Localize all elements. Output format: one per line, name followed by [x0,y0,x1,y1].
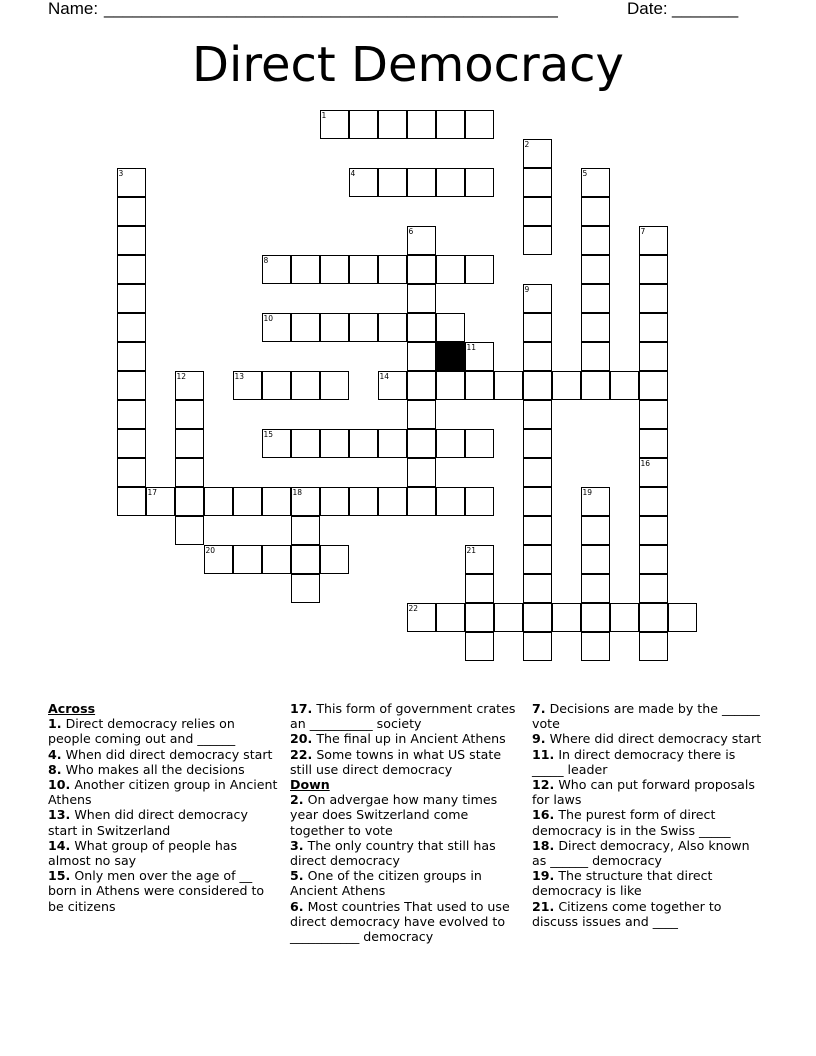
clues-column-2 [290,701,525,944]
grid-cell[interactable] [175,371,204,400]
grid-cell[interactable] [523,197,552,226]
grid-cell[interactable] [523,516,552,545]
grid-cell[interactable] [581,284,610,313]
grid-cell[interactable] [581,632,610,661]
clue-number: 3 [118,168,124,178]
grid-cell[interactable] [581,313,610,342]
clue-item: 17. This form of government crates an __________ society [290,701,516,732]
clue-number: 7 [640,226,646,236]
grid-cell[interactable] [349,110,378,139]
grid-cell[interactable] [378,487,407,516]
grid-cell[interactable] [349,313,378,342]
clue-section-heading: Down [290,777,330,793]
grid-cell[interactable] [639,458,668,487]
grid-cell[interactable] [639,487,668,516]
grid-cell[interactable] [117,400,146,429]
grid-cell[interactable] [407,371,436,400]
clue-item: 3. The only country that still has direct democracy [290,837,496,869]
grid-cell[interactable] [436,371,465,400]
grid-cell[interactable] [523,400,552,429]
grid-cell[interactable] [320,371,349,400]
grid-cell[interactable] [378,168,407,197]
clue-item: 21. Citizens come together to discuss issues and ____ [532,898,722,929]
clue-number: 16 [640,458,651,468]
clue-item: 4. When did direct democracy start [48,746,273,762]
grid-cell[interactable] [581,371,610,400]
grid-cell[interactable] [175,487,204,516]
clue-number: 19 [582,487,593,497]
clue-number-label: 2. [290,792,304,808]
clue-item: 20. The final up in Ancient Athens [290,731,506,747]
clue-item: 7. Decisions are made by the ______ vote [532,701,760,732]
grid-cell[interactable] [610,603,639,632]
grid-cell[interactable] [639,574,668,603]
grid-cell[interactable] [291,574,320,603]
grid-cell[interactable] [407,168,436,197]
grid-cell[interactable] [523,342,552,371]
name-label: Name: [48,0,103,18]
clue-item: 13. When did direct democracy start in Switzerland [48,807,248,838]
grid-cell[interactable] [175,429,204,458]
grid-cell[interactable] [523,632,552,661]
clue-number: 4 [350,168,356,178]
grid-cell[interactable] [465,632,494,661]
grid-cell[interactable] [552,371,581,400]
grid-cell[interactable] [291,313,320,342]
name-field[interactable]: ________________________________________________ [104,0,558,18]
grid-cell[interactable] [378,429,407,458]
grid-cell[interactable] [639,226,668,255]
clue-number: 2 [524,139,530,149]
grid-cell[interactable] [436,110,465,139]
grid-cell[interactable] [494,603,523,632]
clue-number-label: 5. [290,868,304,884]
grid-cell[interactable] [581,342,610,371]
grid-cell[interactable] [523,574,552,603]
black-cell [436,342,465,371]
grid-cell[interactable] [291,516,320,545]
clue-number: 9 [524,284,530,294]
grid-cell[interactable] [581,197,610,226]
grid-cell[interactable] [291,545,320,574]
grid-cell[interactable] [378,371,407,400]
grid-cell[interactable] [523,168,552,197]
clue-number-label: 16. [532,807,555,823]
grid-cell[interactable] [523,429,552,458]
clue-item: 16. The purest form of direct democracy is in the Swiss _____ [532,807,731,838]
clue-section-heading: Across [48,701,96,716]
grid-cell[interactable] [175,400,204,429]
clue-item: 1. Direct democracy relies on people coming out and ______ [48,716,236,747]
grid-cell[interactable] [117,429,146,458]
clue-item: 5. One of the citizen groups in Ancient Athens [290,868,482,899]
grid-cell[interactable] [117,255,146,284]
grid-cell[interactable] [320,313,349,342]
grid-cell[interactable] [465,603,494,632]
grid-cell[interactable] [523,545,552,574]
grid-cell[interactable] [407,603,436,632]
grid-cell[interactable] [523,371,552,400]
grid-cell[interactable] [407,110,436,139]
grid-cell[interactable] [117,226,146,255]
grid-cell[interactable] [581,603,610,632]
grid-cell[interactable] [320,110,349,139]
grid-cell[interactable] [581,168,610,197]
date-label: Date: [627,0,673,18]
grid-cell[interactable] [523,284,552,313]
clue-number-label: 1. [48,716,62,732]
clue-number-label: 18. [532,837,555,853]
clue-number: 21 [466,545,477,555]
grid-cell[interactable] [407,313,436,342]
clue-number-label: 12. [532,777,555,793]
clue-item: 2. On advergae how many times year does Switzerland come together to vote [290,792,498,838]
grid-cell[interactable] [407,400,436,429]
grid-cell[interactable] [494,371,523,400]
grid-cell[interactable] [465,168,494,197]
grid-cell[interactable] [378,110,407,139]
grid-cell[interactable] [117,284,146,313]
grid-cell[interactable] [378,255,407,284]
clue-item: 6. Most countries That used to use direct democracy have evolved to ___________ democracy [290,898,510,945]
clue-number: 22 [408,603,419,613]
grid-cell[interactable] [233,545,262,574]
grid-cell[interactable] [349,255,378,284]
clue-number: 10 [263,313,274,323]
clue-number: 12 [176,371,187,381]
clues-column-3 [532,701,767,929]
clue-number: 14 [379,371,390,381]
grid-cell[interactable] [407,255,436,284]
page-title: Direct Democracy [192,37,624,93]
clue-number-label: 19. [532,868,555,884]
grid-cell[interactable] [175,516,204,545]
grid-cell[interactable] [639,545,668,574]
grid-cell[interactable] [610,371,639,400]
clue-item: 10. Another citizen group in Ancient Athens [48,777,278,808]
grid-cell[interactable] [523,603,552,632]
clue-number-label: 14. [48,837,71,853]
grid-cell[interactable] [523,487,552,516]
grid-cell[interactable] [117,487,146,516]
grid-cell[interactable] [233,371,262,400]
grid-cell[interactable] [320,487,349,516]
grid-cell[interactable] [262,255,291,284]
grid-cell[interactable] [233,487,262,516]
clue-item: 18. Direct democracy, Also known as ______ democracy [532,837,750,869]
grid-cell[interactable] [320,545,349,574]
clue-number-label: 4. [48,746,62,762]
grid-cell[interactable] [262,371,291,400]
grid-cell[interactable] [117,458,146,487]
grid-cell[interactable] [378,313,407,342]
grid-cell[interactable] [349,429,378,458]
grid-cell[interactable] [639,342,668,371]
grid-cell[interactable] [523,458,552,487]
clue-number-label: 6. [290,898,304,914]
grid-cell[interactable] [465,255,494,284]
clue-number-label: 8. [48,761,62,777]
grid-cell[interactable] [639,516,668,545]
grid-cell[interactable] [523,226,552,255]
clues-column-1 [48,701,278,914]
grid-cell[interactable] [639,284,668,313]
clue-number-label: 10. [48,777,71,793]
grid-cell[interactable] [349,487,378,516]
grid-cell[interactable] [407,226,436,255]
clue-number-label: 17. [290,701,313,716]
grid-cell[interactable] [204,487,233,516]
grid-cell[interactable] [349,168,378,197]
clue-number-label: 22. [290,746,313,762]
clue-number-label: 9. [532,731,546,747]
grid-cell[interactable] [436,603,465,632]
grid-cell[interactable] [465,429,494,458]
grid-cell[interactable] [668,603,697,632]
grid-cell[interactable] [291,371,320,400]
grid-cell[interactable] [581,487,610,516]
grid-cell[interactable] [117,371,146,400]
grid-cell[interactable] [407,342,436,371]
grid-cell[interactable] [117,197,146,226]
grid-cell[interactable] [117,313,146,342]
grid-cell[interactable] [639,400,668,429]
grid-cell[interactable] [117,342,146,371]
grid-cell[interactable] [639,429,668,458]
grid-cell[interactable] [407,284,436,313]
grid-cell[interactable] [581,545,610,574]
grid-cell[interactable] [262,545,291,574]
clue-item: 12. Who can put forward proposals for laws [532,777,755,808]
grid-cell[interactable] [407,458,436,487]
grid-cell[interactable] [407,429,436,458]
grid-cell[interactable] [465,487,494,516]
grid-cell[interactable] [262,313,291,342]
grid-cell[interactable] [262,487,291,516]
grid-cell[interactable] [465,574,494,603]
grid-cell[interactable] [465,342,494,371]
grid-cell[interactable] [262,429,291,458]
grid-cell[interactable] [581,226,610,255]
clue-number-label: 20. [290,731,313,747]
clue-number-label: 15. [48,868,71,884]
grid-cell[interactable] [465,371,494,400]
clue-item: 9. Where did direct democracy start [532,731,762,747]
clue-number: 15 [263,429,274,439]
clue-number-label: 3. [290,837,304,853]
clue-number-label: 7. [532,701,546,716]
grid-cell[interactable] [523,313,552,342]
grid-cell[interactable] [320,255,349,284]
grid-cell[interactable] [117,168,146,197]
grid-cell[interactable] [639,313,668,342]
clue-number: 5 [582,168,588,178]
grid-cell[interactable] [639,632,668,661]
grid-cell[interactable] [436,168,465,197]
grid-cell[interactable] [639,255,668,284]
grid-cell[interactable] [146,487,175,516]
clue-number: 17 [147,487,158,497]
grid-cell[interactable] [436,487,465,516]
clue-number-label: 11. [532,746,555,762]
grid-cell[interactable] [436,255,465,284]
clue-item: 14. What group of people has almost no say [48,837,238,869]
grid-cell[interactable] [581,574,610,603]
clue-number-label: 13. [48,807,71,823]
grid-cell[interactable] [436,429,465,458]
grid-cell[interactable] [320,429,349,458]
grid-cell[interactable] [291,255,320,284]
clue-number: 20 [205,545,216,555]
clue-item: 15. Only men over the age of __ born in Athens were considered to be citizens [48,868,265,914]
grid-cell[interactable] [465,545,494,574]
grid-cell[interactable] [175,458,204,487]
grid-cell[interactable] [639,603,668,632]
grid-cell[interactable] [523,139,552,168]
clue-number: 8 [263,255,269,265]
clue-number: 18 [292,487,303,497]
date-field[interactable]: _______ [672,0,739,18]
clue-number: 11 [466,342,477,352]
grid-cell[interactable] [407,487,436,516]
clue-number: 6 [408,226,414,236]
clue-number: 13 [234,371,245,381]
clue-number: 1 [321,110,327,120]
grid-cell[interactable] [552,603,581,632]
grid-cell[interactable] [639,371,668,400]
clue-item: 22. Some towns in what US state still use direct democracy [290,746,502,777]
clue-item: 11. In direct democracy there is _____ leader [532,746,736,777]
clue-number-label: 21. [532,898,555,914]
grid-cell[interactable] [204,545,233,574]
clue-item: 8. Who makes all the decisions [48,761,245,777]
clue-item: 19. The structure that direct democracy is like [532,868,713,899]
grid-cell[interactable] [291,487,320,516]
grid-cell[interactable] [291,429,320,458]
grid-cell[interactable] [581,255,610,284]
grid-cell[interactable] [581,516,610,545]
grid-cell[interactable] [465,110,494,139]
grid-cell[interactable] [436,313,465,342]
